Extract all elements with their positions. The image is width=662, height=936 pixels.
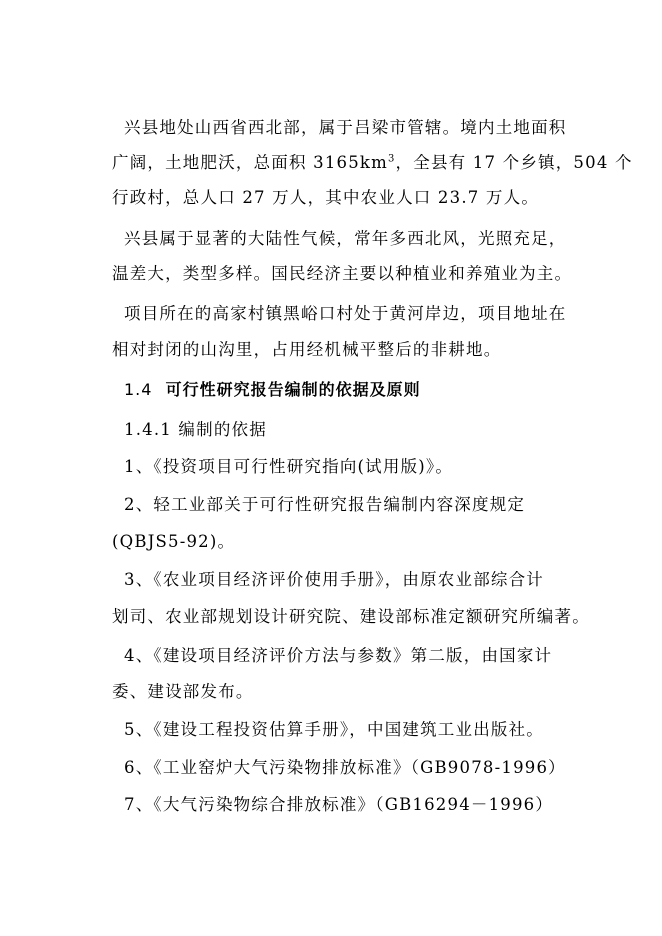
paragraph-2-line-2: 温差大，类型多样。国民经济主要以种植业和养殖业为主。 — [112, 264, 573, 283]
paragraph-3-line-2: 相对封闭的山沟里，占用经机械平整后的非耕地。 — [112, 340, 502, 359]
paragraph-3-line-1: 项目所在的高家村镇黑峪口村处于黄河岸边，项目地址在 — [124, 304, 567, 323]
reference-item-2-line-1: 2、轻工业部关于可行性研究报告编制内容深度规定 — [124, 495, 526, 514]
reference-item-4-line-2: 委、建设部发布。 — [112, 682, 254, 701]
reference-item-2-line-2: (QBJS5-92)。 — [112, 532, 236, 551]
paragraph-1-line-2 — [112, 152, 633, 174]
reference-item-5: 5、《建设工程投资估算手册》，中国建筑工业出版社。 — [124, 720, 544, 739]
section-number: 1.4 — [124, 380, 153, 399]
reference-item-3-line-1: 3、《农业项目经济评价使用手册》，由原农业部综合计 — [124, 570, 544, 589]
section-heading — [124, 379, 421, 401]
reference-item-6: 6、《工业窑炉大气污染物排放标准》（GB9078-1996） — [124, 758, 566, 777]
paragraph-2-line-1: 兴县属于显著的大陆性气候，常年多西北风，光照充足， — [124, 229, 567, 248]
paragraph-1-line-2-part-b: ，全县有 17 个乡镇，504 个 — [395, 153, 633, 172]
reference-item-4-line-1: 4、《建设项目经济评价方法与参数》第二版，由国家计 — [124, 646, 553, 665]
subsection-heading: 1.4.1 编制的依据 — [124, 420, 267, 439]
section-title: 可行性研究报告编制的依据及原则 — [165, 380, 421, 399]
reference-item-1: 1、《投资项目可行性研究指向(试用版)》。 — [124, 457, 454, 476]
area-unit-superscript: 3 — [387, 153, 396, 165]
paragraph-1-line-1: 兴县地处山西省西北部，属于吕梁市管辖。境内土地面积 — [124, 118, 567, 137]
paragraph-1-line-2-part-a: 广阔，土地肥沃，总面积 3165km — [112, 153, 388, 172]
reference-item-3-line-2: 划司、农业部规划设计研究院、建设部标准定额研究所编著。 — [112, 607, 590, 626]
reference-item-7: 7、《大气污染物综合排放标准》（GB16294－1996） — [124, 795, 554, 814]
paragraph-1-line-3: 行政村，总人口 27 万人，其中农业人口 23.7 万人。 — [112, 188, 540, 207]
